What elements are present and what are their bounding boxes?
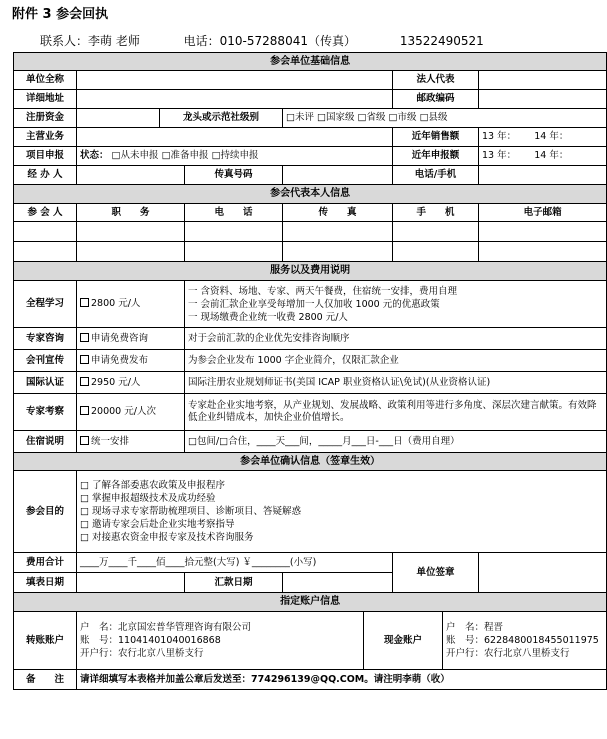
transfer-account-info: 户 名：北京国宏普华管理咨询有限公司 账 号：11041401040016868 开户行：农行北京八里桥支行 xyxy=(77,612,364,670)
level-county[interactable]: □县级 xyxy=(419,112,448,123)
contact-mobile: 13522490521 xyxy=(399,34,484,48)
journal-option[interactable]: 申请免费发布 xyxy=(77,350,185,372)
level-unrated[interactable]: □未评 xyxy=(286,112,314,123)
purpose-item[interactable]: □ 现场寻求专家帮助梳理项目、诊断项目、答疑解惑 xyxy=(80,506,301,517)
rep-col-attendee: 参 会 人 xyxy=(14,204,77,222)
leader-level-options[interactable] xyxy=(283,109,607,128)
recent-sales-field[interactable]: 13 年： 14 年： xyxy=(479,128,607,147)
purpose-label: 参会目的 xyxy=(14,471,77,553)
status-continuous[interactable]: □持续申报 xyxy=(211,150,259,161)
purpose-item[interactable]: □ 掌握申报超级技术及成功经验 xyxy=(80,493,216,504)
inspection-option[interactable]: 20000 元/人次 xyxy=(77,394,185,431)
fee-total-label: 费用合计 xyxy=(14,553,77,573)
cert-label: 国际认证 xyxy=(14,372,77,394)
rep-col-fax: 传 真 xyxy=(283,204,393,222)
purpose-item[interactable]: □ 邀请专家会后赴企业实地考察指导 xyxy=(80,519,235,530)
unit-name-field[interactable] xyxy=(77,71,393,90)
contact-line xyxy=(40,32,498,49)
level-city[interactable]: □市级 xyxy=(388,112,417,123)
capital-field[interactable] xyxy=(77,109,160,128)
rep-col-phone: 电 话 xyxy=(185,204,283,222)
fax-field[interactable] xyxy=(283,166,393,185)
status-never[interactable]: □从未申报 xyxy=(111,150,159,161)
lodging-desc[interactable]: □包间/□合住，____天___间，_____月___日-___日（费用自理） xyxy=(185,431,607,453)
address-field[interactable] xyxy=(77,90,393,109)
recent-report-label: 近年申报额 xyxy=(393,147,479,166)
rep-col-email: 电子邮箱 xyxy=(479,204,607,222)
section-confirm: 参会单位确认信息（签章生效） xyxy=(14,453,607,471)
inspection-desc: 专家赴企业实地考察，从产业规划、发展战略、政策利用等进行多角度、深层次建言献策。有效降低企业纠错成本，加快企业价值增长。 xyxy=(185,394,607,431)
registration-form xyxy=(13,52,607,690)
cash-account-info: 户 名：程晋 账 号：6228480018455011975 开户行：农行北京八里桥支行 xyxy=(443,612,607,670)
page-title: 附件 3 参会回执 xyxy=(12,7,109,22)
full-study-desc: 一 含资料、场地、专家、两天午餐费，住宿统一安排，费用自理 一 会前汇款企业享受每增加一人仅加收 1000 元的优惠政策 一 现场缴费企业统一收费 2800 元/人 xyxy=(185,281,607,328)
seal-label: 单位签章 xyxy=(393,553,479,593)
legal-rep-field[interactable] xyxy=(479,71,607,90)
level-provincial[interactable]: □省级 xyxy=(357,112,386,123)
cert-option[interactable]: 2950 元/人 xyxy=(77,372,185,394)
fill-date-field[interactable] xyxy=(77,573,185,593)
leader-level-label: 龙头或示范社级别 xyxy=(160,109,283,128)
transfer-account-label: 转账账户 xyxy=(14,612,77,670)
full-study-option[interactable]: 2800 元/人 xyxy=(77,281,185,328)
address-label: 详细地址 xyxy=(14,90,77,109)
lodging-option[interactable]: 统一安排 xyxy=(77,431,185,453)
section-representatives: 参会代表本人信息 xyxy=(14,185,607,204)
report-status-options[interactable]: 状态： □从未申报 □准备申报 □持续申报 xyxy=(77,147,393,166)
purpose-options[interactable] xyxy=(77,471,607,553)
remit-date-field[interactable] xyxy=(283,573,393,593)
capital-label: 注册资金 xyxy=(14,109,77,128)
note-text: 请详细填写本表格并加盖公章后发送至：774296139@QQ.COM。请注明李萌（收） xyxy=(77,670,607,690)
section-basic-info: 参会单位基础信息 xyxy=(14,53,607,71)
legal-rep-label: 法人代表 xyxy=(393,71,479,90)
main-business-label: 主营业务 xyxy=(14,128,77,147)
postcode-field[interactable] xyxy=(479,90,607,109)
fax-label: 传真号码 xyxy=(185,166,283,185)
main-business-field[interactable] xyxy=(77,128,393,147)
handler-label: 经 办 人 xyxy=(14,166,77,185)
rep-row xyxy=(14,242,607,262)
fill-date-label: 填表日期 xyxy=(14,573,77,593)
rep-col-position: 职 务 xyxy=(77,204,185,222)
recent-report-field[interactable]: 13 年： 14 年： xyxy=(479,147,607,166)
inspection-label: 专家考察 xyxy=(14,394,77,431)
lodging-label: 住宿说明 xyxy=(14,431,77,453)
expert-consult-label: 专家咨询 xyxy=(14,328,77,350)
rep-col-mobile: 手 机 xyxy=(393,204,479,222)
section-account: 指定账户信息 xyxy=(14,593,607,612)
journal-desc: 为参会企业发布 1000 字企业简介，仅限汇款企业 xyxy=(185,350,607,372)
rep-row xyxy=(14,222,607,242)
status-preparing[interactable]: □准备申报 xyxy=(161,150,209,161)
full-study-label: 全程学习 xyxy=(14,281,77,328)
unit-name-label: 单位全称 xyxy=(14,71,77,90)
journal-label: 会刊宣传 xyxy=(14,350,77,372)
purpose-item[interactable]: □ 对接惠农资金申报专家及技术咨询服务 xyxy=(80,532,254,543)
fee-amount-field[interactable]: ____万____千____佰____拾元整(大写) ￥________(小写) xyxy=(77,553,393,573)
postcode-label: 邮政编码 xyxy=(393,90,479,109)
purpose-item[interactable]: □ 了解各部委惠农政策及申报程序 xyxy=(80,480,225,491)
expert-consult-desc: 对于会前汇款的企业优先安排咨询顺序 xyxy=(185,328,607,350)
note-label: 备 注 xyxy=(14,670,77,690)
remit-date-label: 汇款日期 xyxy=(185,573,283,593)
seal-field[interactable] xyxy=(479,553,607,593)
project-report-label: 项目申报 xyxy=(14,147,77,166)
phone-mobile-field[interactable] xyxy=(479,166,607,185)
recent-sales-label: 近年销售额 xyxy=(393,128,479,147)
expert-consult-option[interactable]: 申请免费咨询 xyxy=(77,328,185,350)
contact-person: 联系人：李萌 老师 xyxy=(40,34,140,48)
cash-account-label: 现金账户 xyxy=(364,612,443,670)
level-national[interactable]: □国家级 xyxy=(317,112,355,123)
cert-desc: 国际注册农业规划师证书(美国 ICAP 职业资格认证\免试)(从业资格认证) xyxy=(185,372,607,394)
phone-mobile-label: 电话/手机 xyxy=(393,166,479,185)
contact-phone: 电话：010-57288041（传真） xyxy=(183,34,356,48)
section-services: 服务以及费用说明 xyxy=(14,262,607,281)
handler-field[interactable] xyxy=(77,166,185,185)
